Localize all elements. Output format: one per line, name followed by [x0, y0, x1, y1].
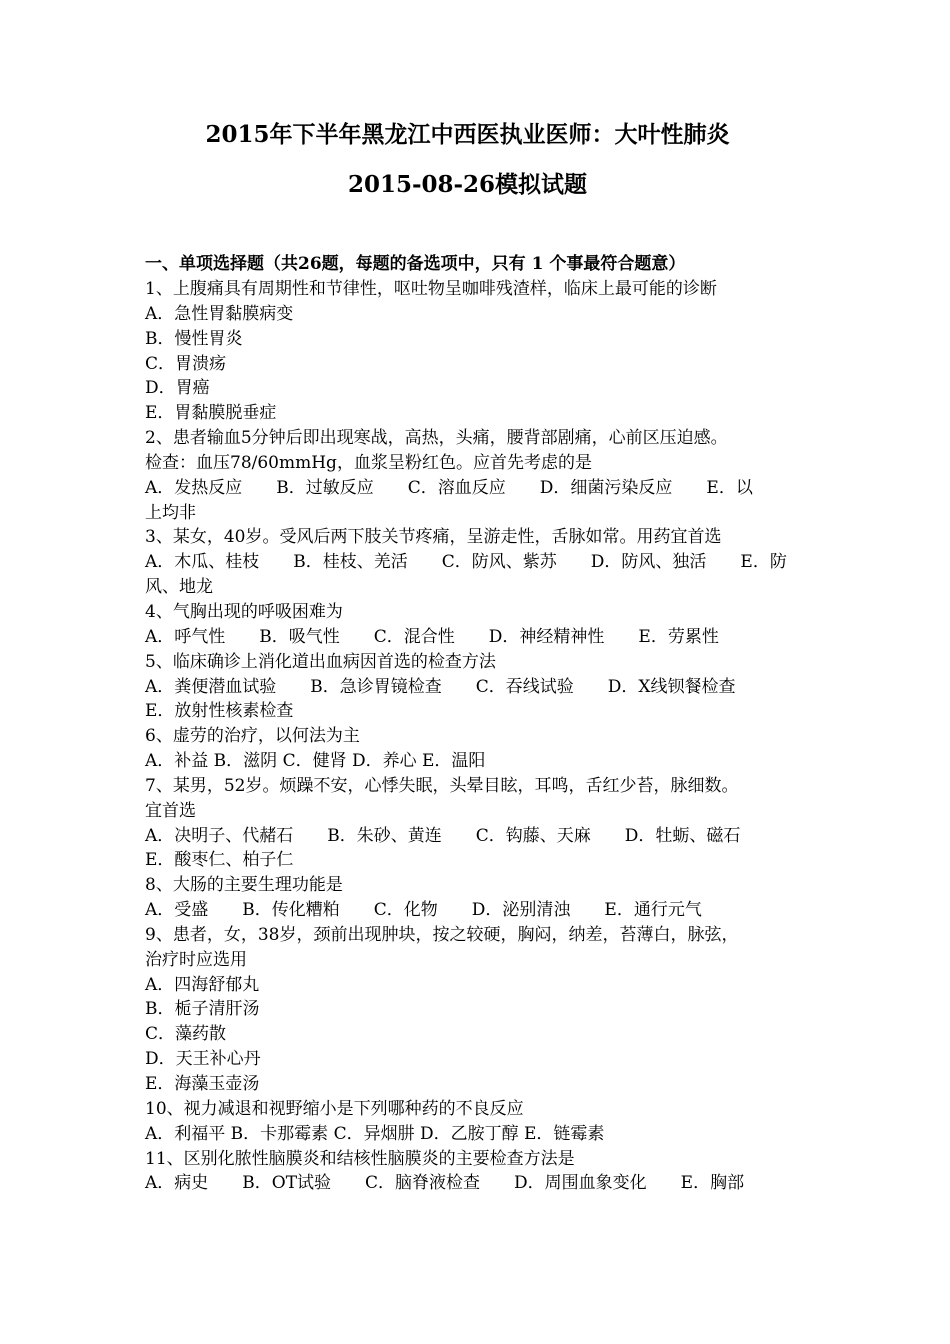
text-line: E．胃黏膜脱垂症	[145, 403, 277, 424]
section-heading: 一、单项选择题（共26题，每题的备选项中，只有 1 个事最符合题意）	[145, 254, 686, 274]
text-line: A．发热反应 B．过敏反应 C．溶血反应 D．细菌污染反应 E．以	[145, 477, 753, 498]
text-line: 宜首选	[145, 800, 196, 821]
document-title-line-2: 2015-08-26模拟试题	[347, 171, 588, 198]
document-title-line-1: 2015年下半年黑龙江中西医执业医师：大叶性肺炎	[205, 121, 730, 148]
text-line: 4、气胸出现的呼吸困难为	[145, 601, 343, 622]
text-line: 6、虚劳的治疗，以何法为主	[145, 726, 360, 747]
text-line: 9、患者，女，38岁，颈前出现肿块，按之较硬，胸闷，纳差，苔薄白，脉弦，	[145, 924, 739, 945]
text-line: 1、上腹痛具有周期性和节律性，呕吐物呈咖啡残渣样，临床上最可能的诊断	[145, 279, 717, 299]
text-line: D．天王补心丹	[145, 1049, 261, 1070]
text-line: 风、地龙	[145, 577, 213, 598]
text-line: A．木瓜、桂枝 B．桂枝、羌活 C．防风、紫苏 D．防风、独活 E．防	[145, 552, 787, 573]
text-line: E．放射性核素检查	[145, 701, 294, 722]
text-line: 治疗时应选用	[145, 949, 247, 970]
text-line: A．急性胃黏膜病变	[145, 303, 294, 324]
text-line: D．胃癌	[145, 378, 210, 399]
text-line: 3、某女，40岁。受风后两下肢关节疼痛，呈游走性，舌脉如常。用药宜首选	[145, 527, 722, 548]
text-line: 2、患者输血5分钟后即出现寒战，高热，头痛，腰背部剧痛，心前区压迫感。	[145, 428, 728, 449]
text-line: E．酸枣仁、柏子仁	[145, 850, 294, 871]
text-line: 5、临床确诊上消化道出血病因首选的检查方法	[145, 651, 496, 672]
text-line: A．呼气性 B．吸气性 C．混合性 D．神经精神性 E．劳累性	[145, 626, 719, 647]
question-list	[145, 277, 810, 1196]
text-line: A．决明子、代赭石 B．朱砂、黄连 C．钩藤、天麻 D．牡蛎、磁石	[145, 825, 741, 846]
text-line: A．病史 B．OT试验 C．脑脊液检查 D．周围血象变化 E．胸部	[145, 1173, 745, 1194]
text-line: B．慢性胃炎	[145, 328, 243, 349]
text-line: 11、区别化脓性脑膜炎和结核性脑膜炎的主要检查方法是	[145, 1148, 575, 1169]
text-line: 8、大肠的主要生理功能是	[145, 875, 343, 896]
text-line: B．栀子清肝汤	[145, 999, 260, 1020]
text-line: 10、视力减退和视野缩小是下列哪种药的不良反应	[145, 1098, 524, 1119]
text-line: 7、某男，52岁。烦躁不安，心悸失眠，头晕目眩，耳鸣，舌红少苔，脉细数。	[145, 775, 739, 796]
text-line: A．粪便潜血试验 B．急诊胃镜检查 C．吞线试验 D．X线钡餐检查	[145, 676, 736, 697]
text-line: 上均非	[145, 502, 196, 523]
text-line: E．海藻玉壶汤	[145, 1074, 260, 1094]
text-line: A．利福平 B．卡那霉素 C．异烟肼 D．乙胺丁醇 E．链霉素	[145, 1123, 605, 1144]
text-line: C．藻药散	[145, 1024, 227, 1045]
text-line: 检查：血压78/60mmHg，血浆呈粉红色。应首先考虑的是	[145, 452, 592, 473]
text-line: A．四海舒郁丸	[145, 974, 260, 995]
text-line: A．补益 B．滋阴 C．健肾 D．养心 E．温阳	[145, 751, 486, 772]
text-line: A．受盛 B．传化糟粕 C．化物 D．泌别清浊 E．通行元气	[145, 900, 702, 921]
text-line: C．胃溃疡	[145, 353, 227, 374]
